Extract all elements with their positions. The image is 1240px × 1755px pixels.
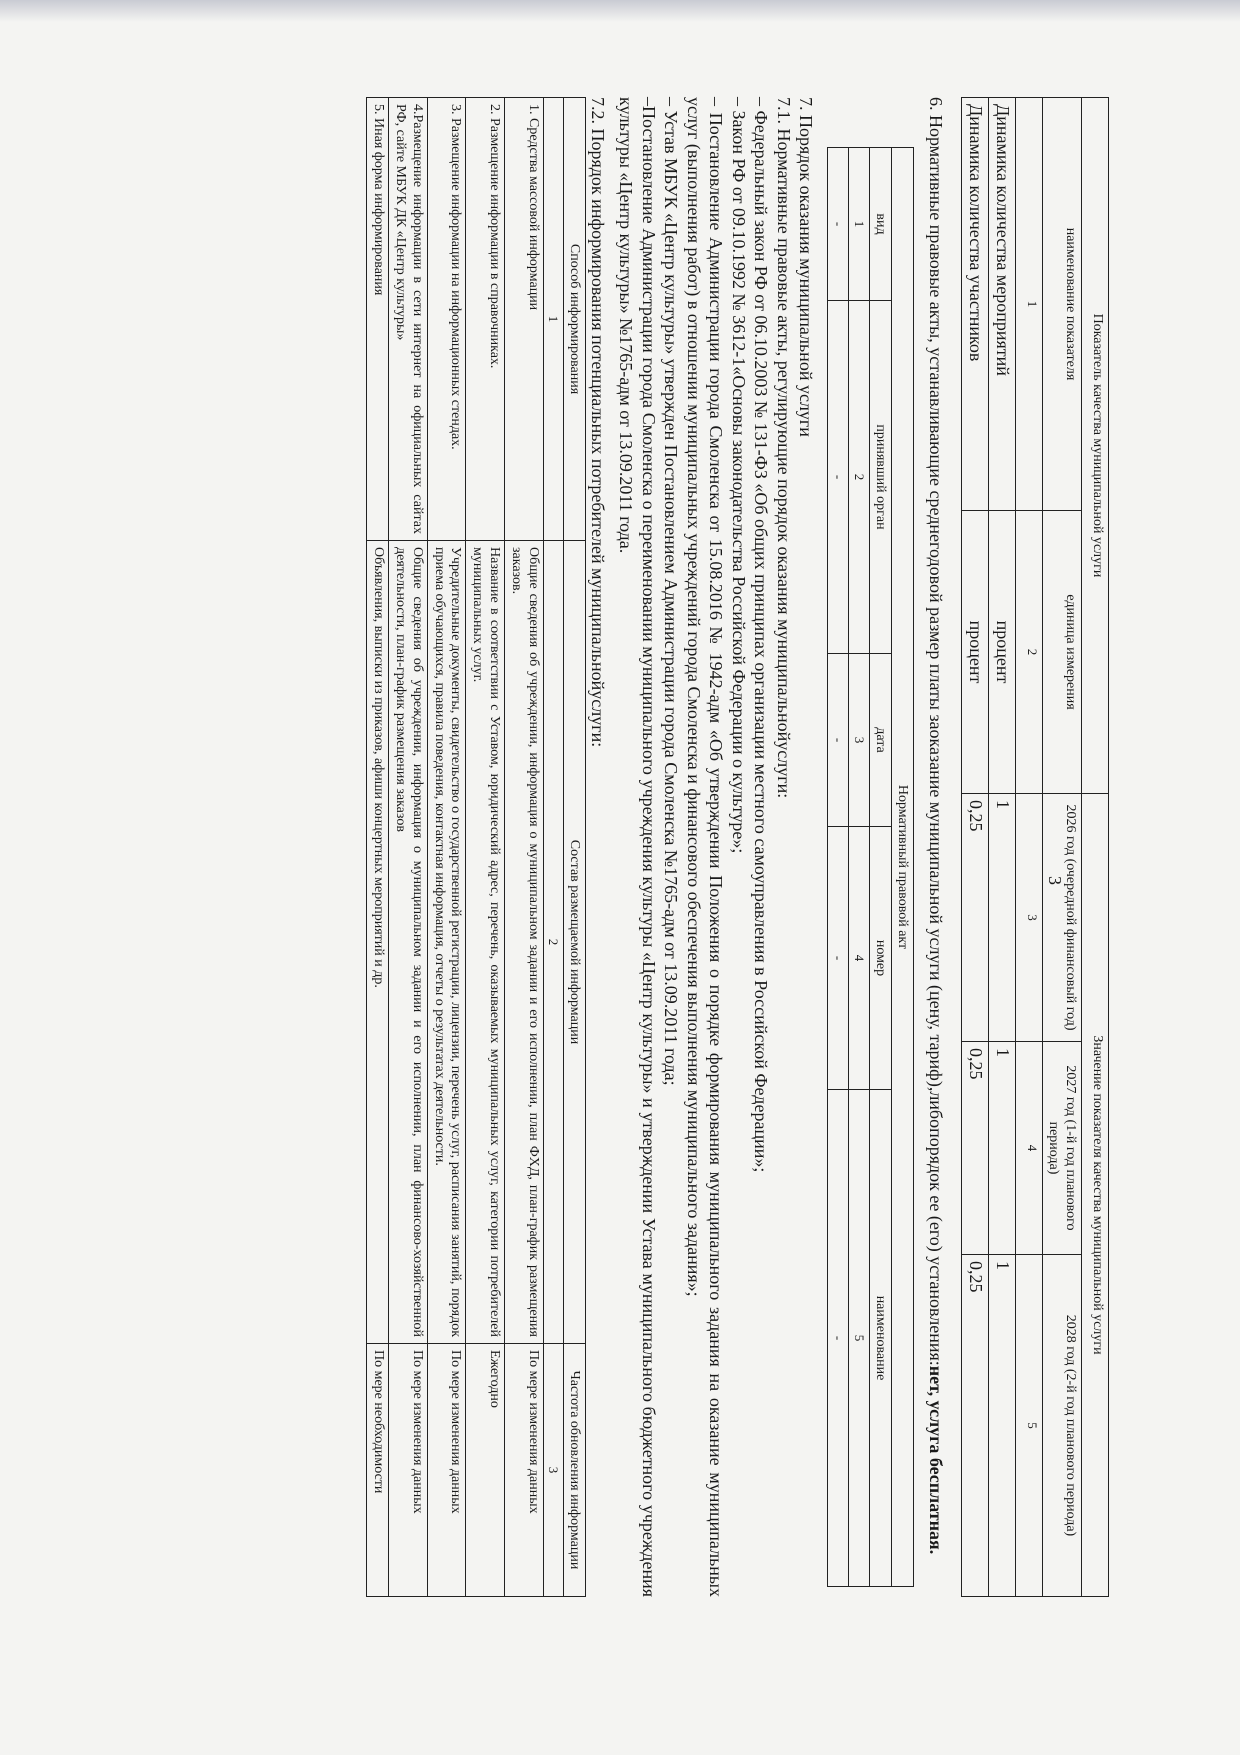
rotated-document [0,5,1235,1665]
legal-header: Нормативный правовой акт [892,148,914,1587]
col-num: 1 [849,148,870,301]
indicator-name: Динамика количества участников [961,98,988,511]
table-row [961,98,988,1597]
col-name: наименование показателя [1042,98,1081,511]
info-method: 5. Иная форма информирования [367,98,389,541]
law-item: – Постановление Администрации города Смоленска от 15.08.2016 № 1942-адм «Об утверждении Положения о порядке формирования муниципального задания на оказание муниципальных услуг (выполнения работ) в отношении муниципальных учреждений города Смоленска и финансового обеспечения выполнения муниципального задания»; [683,97,727,1597]
col-num: 5 [849,1090,870,1587]
info-method: 3. Размещение информации на информационных стендах. [427,98,466,541]
value-2028: 0,25 [961,1255,988,1597]
col-num: 2 [849,301,870,654]
section-6 [924,97,947,1597]
info-content: Общие сведения об учреждении, информация о муниципальном задании и его исполнении, план финансово-хозяйственной деятельности, план-график размещения заказов [389,541,428,1344]
col-num: 4 [849,827,870,1090]
info-frequency: По мере необходимости [367,1344,389,1597]
info-frequency: По мере изменения данных [504,1344,543,1597]
col-num: 1 [543,98,564,541]
info-frequency: По мере изменения данных [389,1344,428,1597]
value-2026: 0,25 [961,794,988,1042]
col-num: 3 [1015,794,1042,1042]
value-2027: 1 [988,1042,1015,1255]
col-2027: 2027 год (1-й год планового периода) [1042,1042,1081,1255]
law-item: – Закон РФ от 09.10.1992 № 3612-1«Основы законодательства Российской Федерации о культуре»; [728,97,749,854]
col-num: 4 [1015,1042,1042,1255]
legal-cell: - [828,148,849,301]
indicator-unit: процент [988,511,1015,794]
info-frequency: По мере изменения данных [427,1344,466,1597]
legal-cell: - [828,654,849,827]
info-content: Название в соответствии с Уставом, юридический адрес, перечень, оказываемых муниципальных услуг, категории потребителей муниципальных услуг. [466,541,505,1344]
legal-cell: - [828,1090,849,1587]
table-row [828,148,849,1587]
info-content: Объявления, выписки из приказов, афиши концертных мероприятий и др. [367,541,389,1344]
info-method: 4.Размещение информации в сети интернет на официальных сайтах РФ, сайте МБУК ДК «Центр культуры» [389,98,428,541]
col-num: 2 [543,541,564,1344]
value-2027: 0,25 [961,1042,988,1255]
info-method: 2. Размещение информации в справочниках. [466,98,505,541]
indicator-unit: процент [961,511,988,794]
indicator-name: Динамика количества мероприятий [988,98,1015,511]
legal-col: наименование [870,1090,892,1587]
table-row [504,98,543,1597]
legal-col: вид [870,148,892,301]
legal-col: принявший орган [870,301,892,654]
table-row [466,98,505,1597]
header-values: Значение показателя качества муниципальной услуги [1082,794,1109,1597]
header-indicator: Показатель качества муниципальной услуги [1082,98,1109,794]
col-num: 1 [1015,98,1042,511]
table-row [427,98,466,1597]
section-6-text: 6. Нормативные правовые акты, устанавливающие среднегодовой размер платы заоказание муниципальной услуги (цену, тариф),либопорядок ее (его) установления: [925,97,946,1366]
info-col: Частота обновления информации [564,1344,586,1597]
info-col: Способ информирования [564,98,586,541]
col-num: 5 [1015,1255,1042,1597]
info-frequency: Ежегодно [466,1344,505,1597]
info-content: Учредительные документы, свидетельство о государственной регистрации, лицензии, перечень услуг, расписания занятий, порядок приема обучающихся, правила поведения, контактная информация, отчеты о результатах деятельности. [427,541,466,1344]
page-number: 3 [1045,876,1065,885]
section-7-1: 7.1. Нормативные правовые акты, регулирующие порядок оказания муниципальнойуслуги: [773,97,794,799]
section-7-2: 7.2. Порядок информирования потенциальных потребителей муниципальнойуслуги: [587,97,608,748]
section-7-title: 7. Порядок оказания муниципальной услуги [796,97,817,437]
value-2028: 1 [988,1255,1015,1597]
law-item: – Устав МБУК «Центр культуры» утвержден Постановлением Администрации города Смоленска №1765-адм от 13.09.2011 года; [661,97,682,1086]
col-num: 3 [849,654,870,827]
value-2026: 1 [988,794,1015,1042]
table-row [988,98,1015,1597]
legal-col: дата [870,654,892,827]
legal-cell: - [828,301,849,654]
legal-col: номер [870,827,892,1090]
quality-indicator-table [961,97,1109,1597]
info-content: Общие сведения об учреждении, информация о муниципальном задании и его исполнении, план ФХД, план-график размещения заказов. [504,541,543,1344]
col-2026: 2026 год (очередной финансовый год) [1042,794,1081,1042]
col-num: 3 [543,1344,564,1597]
info-method: 1. Средства массовой информации [504,98,543,541]
section-6-bold: нет, услуга бесплатная. [925,1365,946,1555]
law-item: –Постановление Администрации города Смоленска о переименовании муниципального учреждения культуры «Центр культуры» и утверждении Устава муниципального бюджетного учреждения культуры «Центр культуры» №1765-адм от 13.09.2011 года. [616,97,659,1597]
col-num: 2 [1015,511,1042,794]
legal-act-table [827,147,914,1587]
info-col: Состав размещаемой информации [564,541,586,1344]
information-table [366,97,586,1597]
legal-cell: - [828,827,849,1090]
law-item: – Федеральный закон РФ от 06.10.2003 № 131-ФЗ «Об общих принципах организации местного самоуправления в Российской Федерации»; [751,97,772,1173]
table-row [367,98,389,1597]
table-row [389,98,428,1597]
col-unit: единица измерения [1042,511,1081,794]
col-2028: 2028 год (2-й год планового периода) [1042,1255,1081,1597]
